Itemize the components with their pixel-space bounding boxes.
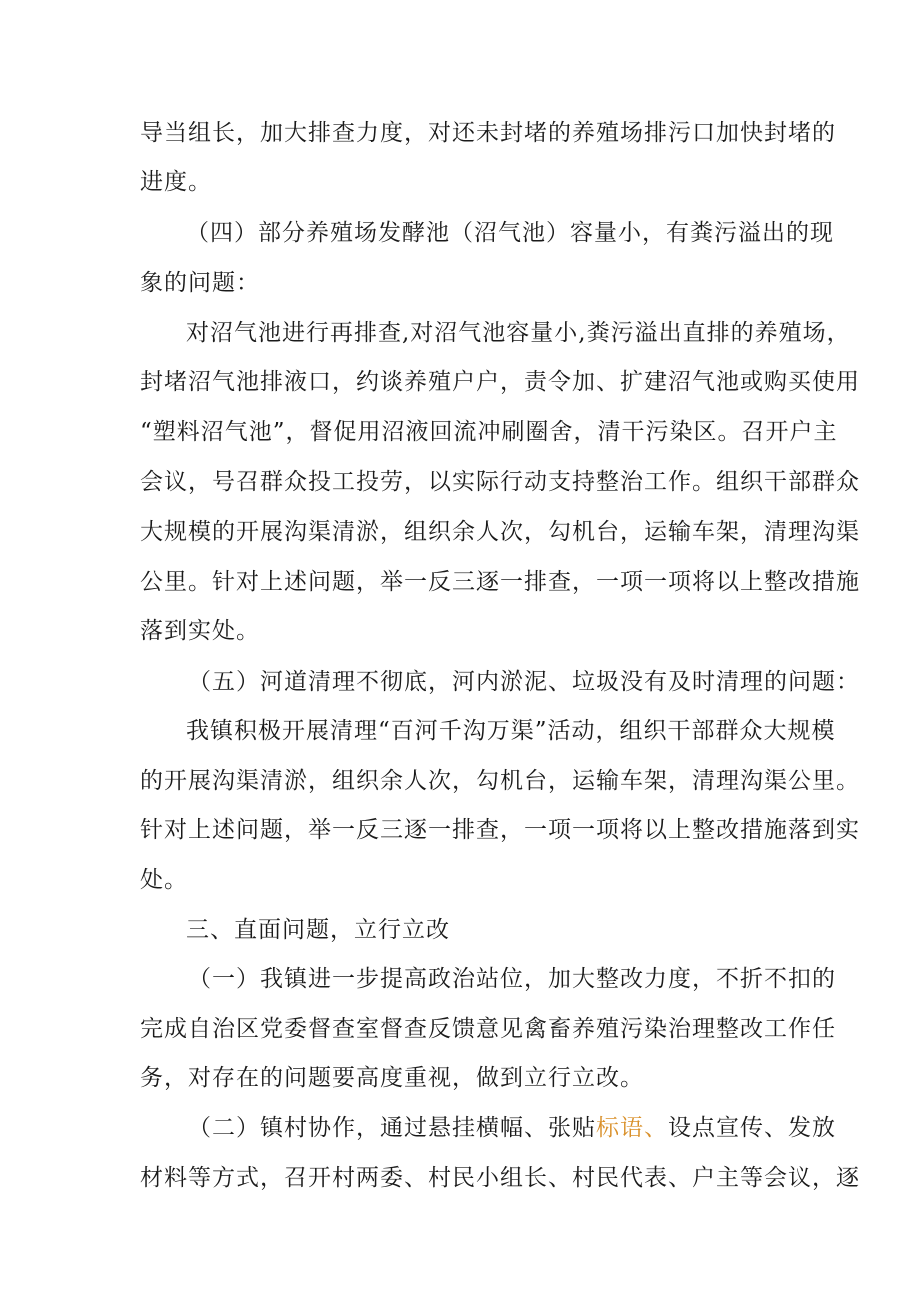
- paragraph-line: 处。: [140, 867, 188, 893]
- paragraph-line: 会议，号召群众投工投劳，以实际行动支持整治工作。组织干部群众: [140, 469, 860, 495]
- paragraph-line: 务，对存在的问题要高度重视，做到立行立改。: [140, 1065, 644, 1091]
- text-segment: （二）镇村协作，通过悬挂横幅、张贴: [188, 1115, 596, 1141]
- paragraph-line: 针对上述问题，举一反三逐一排查，一项一项将以上整改措施落到实: [140, 817, 860, 843]
- section-title-3: 三、直面问题，立行立改: [186, 917, 450, 943]
- paragraph-line: 材料等方式，召开村两委、村民小组长、村民代表、户主等会议，逐: [140, 1165, 860, 1191]
- paragraph-line: 象的问题：: [140, 270, 260, 296]
- paragraph-line: 落到实处。: [140, 618, 260, 644]
- paragraph-line: 封堵沼气池排液口，约谈养殖户户，责令加、扩建沼气池或购买使用: [140, 369, 860, 395]
- section-heading-2: [188, 1113, 836, 1143]
- paragraph-line: 我镇积极开展清理“百河千沟万渠”活动，组织干部群众大规模: [186, 718, 836, 744]
- section-heading-1: （一）我镇进一步提高政治站位，加大整改力度，不折不扣的: [188, 966, 836, 992]
- paragraph-line: 进度。: [140, 169, 212, 195]
- paragraph-line: “塑料沼气池”，督促用沼液回流冲刷圈舍，清干污染区。召开户主: [140, 419, 838, 445]
- paragraph-line: 的开展沟渠清淤，组织余人次，勾机台，运输车架，清理沟渠公里。: [140, 768, 860, 794]
- paragraph-line: 公里。针对上述问题，举一反三逐一排查，一项一项将以上整改措施: [140, 569, 860, 595]
- paragraph-line: 导当组长，加大排查力度，对还未封堵的养殖场排污口加快封堵的: [140, 120, 836, 146]
- paragraph-line: 对沼气池进行再排查,对沼气池容量小,粪污溢出直排的养殖场，: [186, 320, 851, 346]
- section-heading-4: （四）部分养殖场发酵池（沼气池）容量小，有粪污溢出的现: [186, 220, 834, 246]
- text-segment: 设点宣传、发放: [668, 1115, 836, 1141]
- highlighted-text: 标语、: [596, 1115, 668, 1141]
- paragraph-line: 大规模的开展沟渠清淤，组织余人次，勾机台，运输车架，清理沟渠: [140, 519, 860, 545]
- paragraph-line: 完成自治区党委督查室督查反馈意见禽畜养殖污染治理整改工作任: [140, 1016, 836, 1042]
- section-heading-5: （五）河道清理不彻底，河内淤泥、垃圾没有及时清理的问题：: [188, 669, 860, 695]
